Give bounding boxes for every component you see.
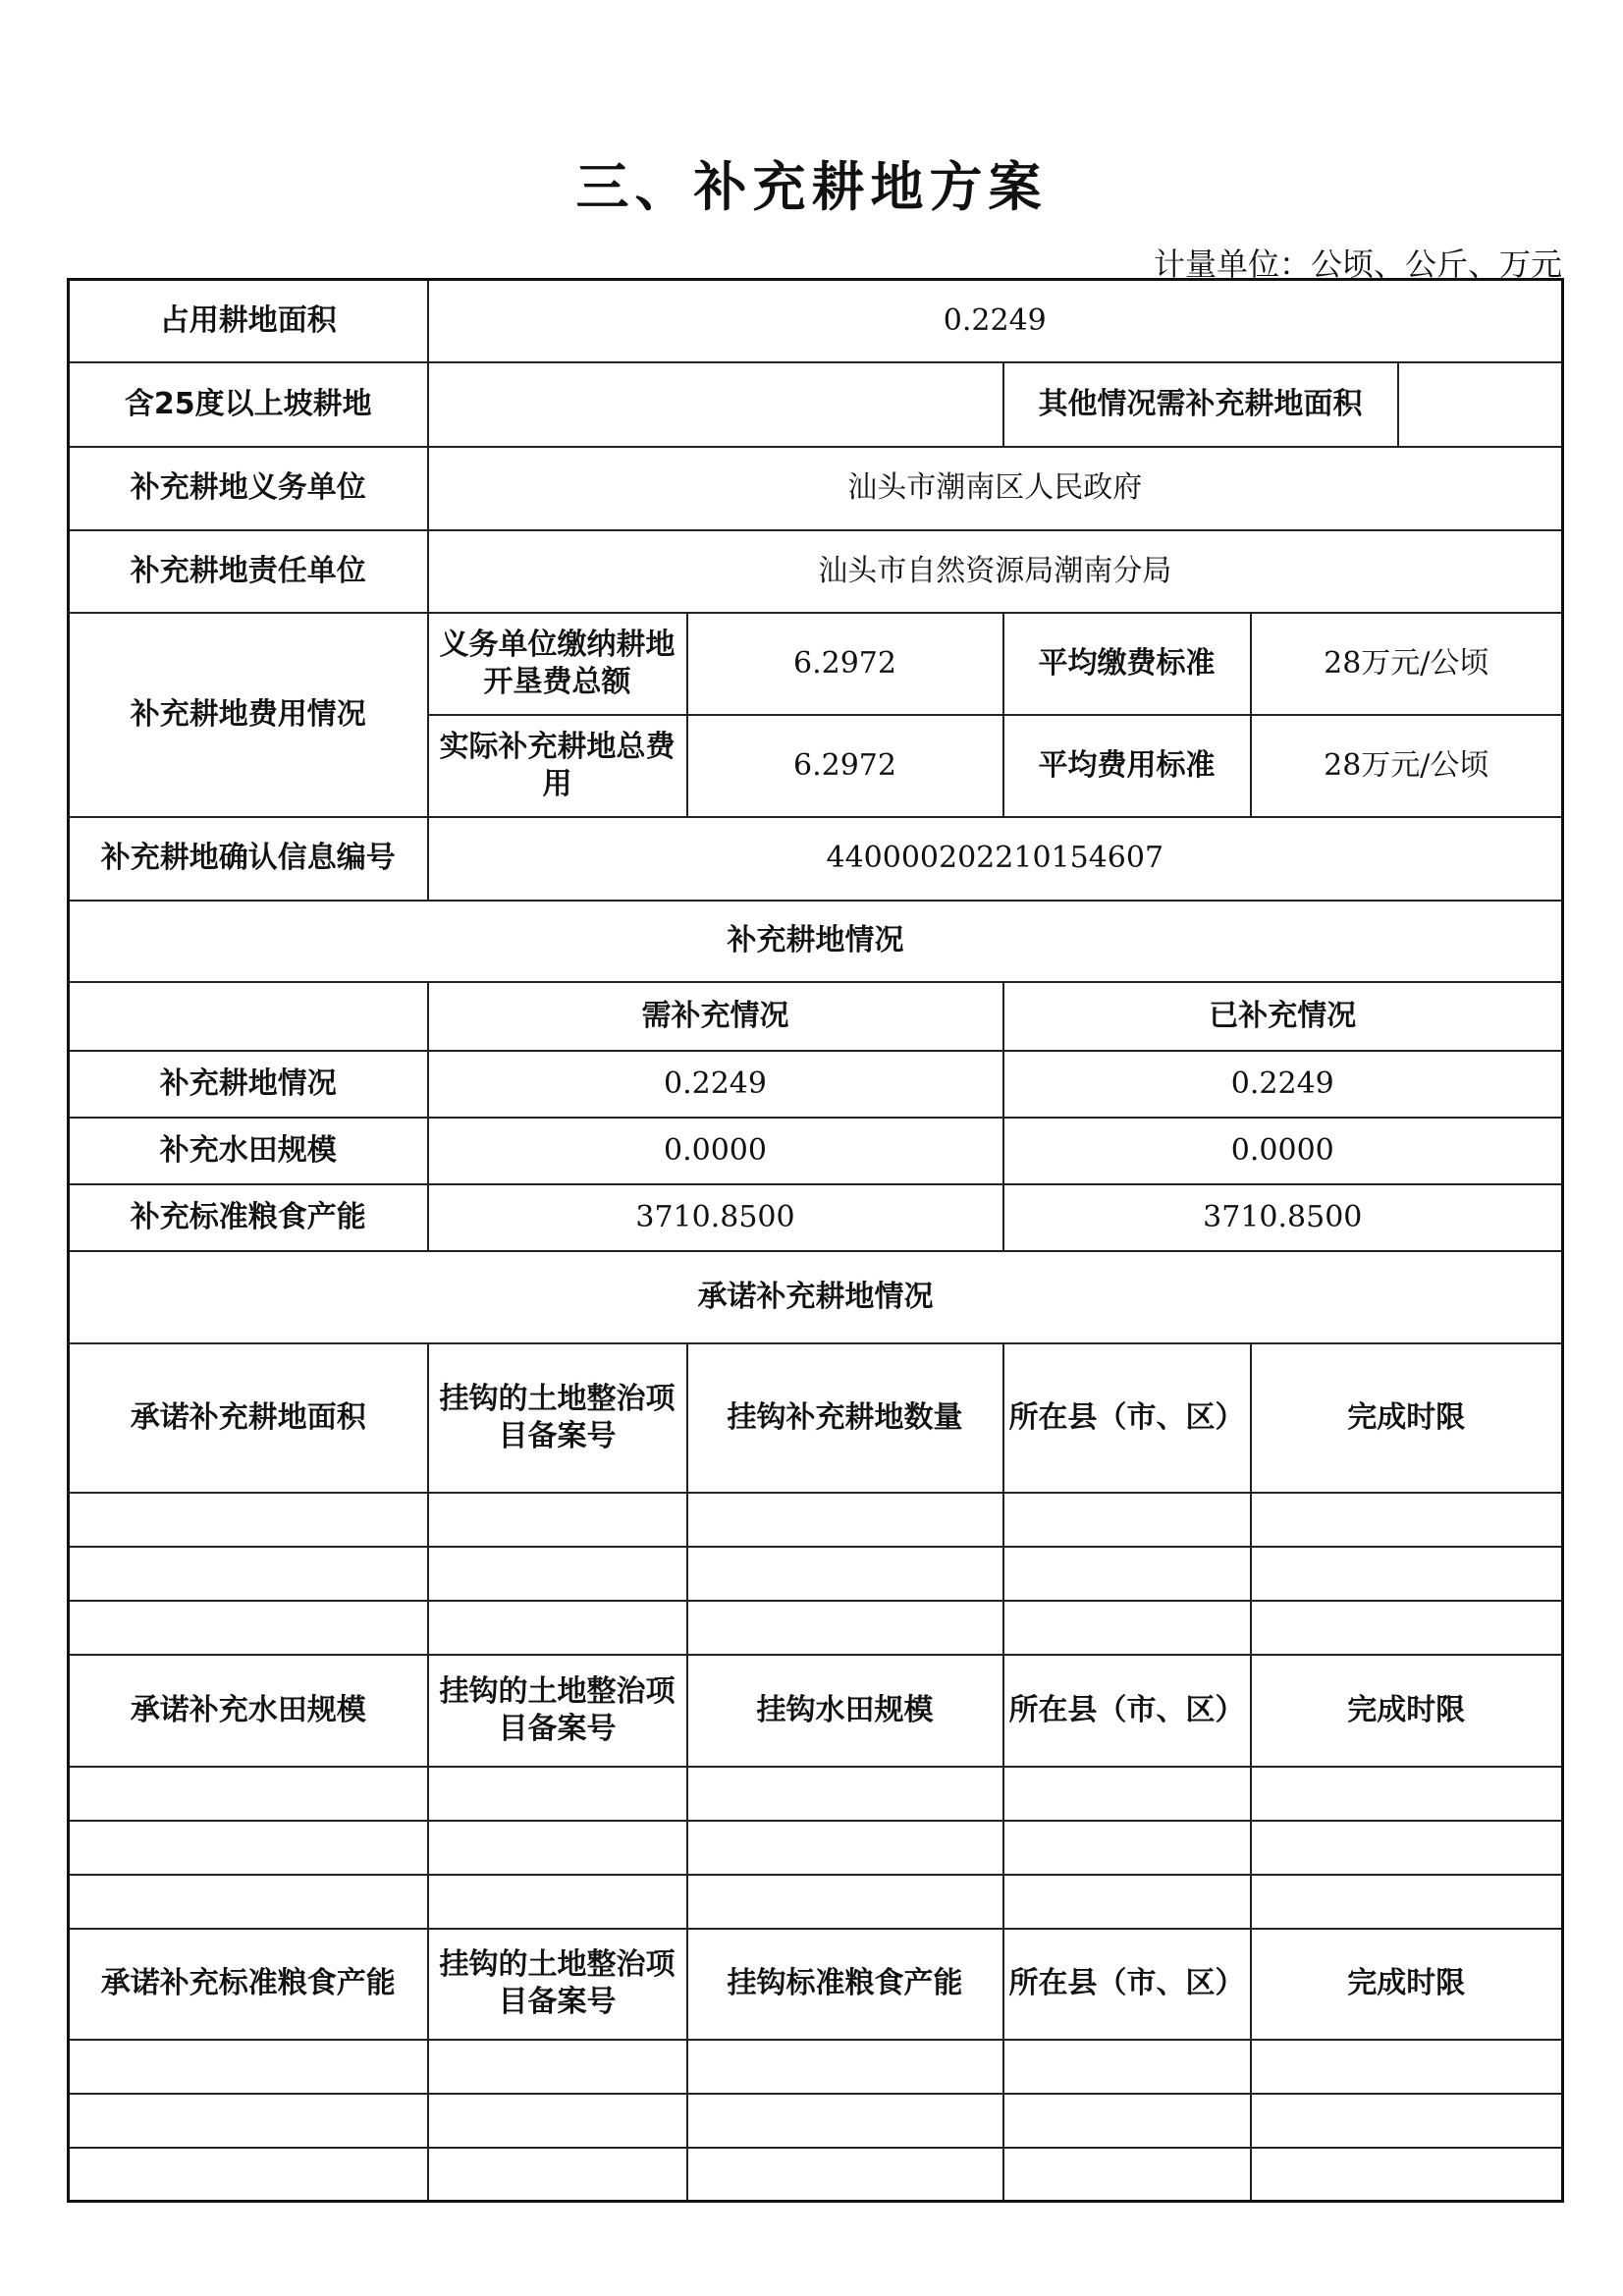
deadline-header: 完成时限 <box>1251 1929 1563 2040</box>
actual-cost-label: 实际补充耕地总费用 <box>428 715 687 817</box>
actual-cost-value: 6.2972 <box>687 715 1003 817</box>
slope-value <box>428 362 1003 447</box>
commitment-section-row <box>69 1251 1563 1343</box>
avg-cost-label: 平均费用标准 <box>1003 715 1251 817</box>
avg-fee-label: 平均缴费标准 <box>1003 613 1251 715</box>
linked-amount-header: 挂钩标准粮食产能 <box>687 1929 1003 2040</box>
supplement-section-row <box>69 901 1563 982</box>
slope-label: 含25度以上坡耕地 <box>69 362 428 447</box>
commitment-group-label: 承诺补充耕地面积 <box>69 1343 428 1493</box>
record-no-header: 挂钩的土地整治项目备案号 <box>428 1343 687 1493</box>
supplement-row-needed: 0.0000 <box>428 1118 1003 1184</box>
responsible-value: 汕头市自然资源局潮南分局 <box>428 530 1563 613</box>
cost-label: 补充耕地费用情况 <box>69 613 428 817</box>
commitment-section-title: 承诺补充耕地情况 <box>69 1251 1563 1343</box>
occupied-area-value: 0.2249 <box>428 280 1563 362</box>
confirm-no-label: 补充耕地确认信息编号 <box>69 817 428 901</box>
deadline-header: 完成时限 <box>1251 1343 1563 1493</box>
unit-note: 计量单位：公顷、公斤、万元 <box>1153 246 1562 283</box>
supplement-row <box>69 1051 1563 1118</box>
supplement-header-row <box>69 982 1563 1051</box>
slope-row <box>69 362 1563 447</box>
occupied-area-row <box>69 280 1563 362</box>
commitment-empty-row <box>69 1547 1563 1601</box>
deadline-header: 完成时限 <box>1251 1655 1563 1767</box>
confirm-no-row <box>69 817 1563 901</box>
commitment-empty-row <box>69 1601 1563 1655</box>
supplement-row-done: 0.0000 <box>1003 1118 1563 1184</box>
supplement-row <box>69 1118 1563 1184</box>
commitment-group-label: 承诺补充标准粮食产能 <box>69 1929 428 2040</box>
avg-cost-value: 28万元/公顷 <box>1251 715 1563 817</box>
supplement-row-label: 补充水田规模 <box>69 1118 428 1184</box>
commitment-header-row <box>69 1929 1563 2040</box>
commitment-group-label: 承诺补充水田规模 <box>69 1655 428 1767</box>
col-done-header: 已补充情况 <box>1003 982 1563 1051</box>
county-header: 所在县（市、区） <box>1003 1655 1251 1767</box>
cost-row-fee <box>69 613 1563 715</box>
commitment-header-row <box>69 1655 1563 1767</box>
commitment-empty-row <box>69 1875 1563 1929</box>
avg-fee-value: 28万元/公顷 <box>1251 613 1563 715</box>
commitment-empty-row <box>69 1493 1563 1547</box>
fee-paid-value: 6.2972 <box>687 613 1003 715</box>
supplement-row <box>69 1184 1563 1251</box>
commitment-empty-row <box>69 2148 1563 2202</box>
responsible-row <box>69 530 1563 613</box>
fee-paid-label: 义务单位缴纳耕地开垦费总额 <box>428 613 687 715</box>
supplement-header-blank <box>69 982 428 1051</box>
linked-amount-header: 挂钩补充耕地数量 <box>687 1343 1003 1493</box>
commitment-empty-row <box>69 1767 1563 1821</box>
supplement-row-needed: 0.2249 <box>428 1051 1003 1118</box>
commitment-header-row <box>69 1343 1563 1493</box>
record-no-header: 挂钩的土地整治项目备案号 <box>428 1655 687 1767</box>
record-no-header: 挂钩的土地整治项目备案号 <box>428 1929 687 2040</box>
supplement-row-label: 补充耕地情况 <box>69 1051 428 1118</box>
supplement-row-needed: 3710.8500 <box>428 1184 1003 1251</box>
supplement-section-title: 补充耕地情况 <box>69 901 1563 982</box>
responsible-label: 补充耕地责任单位 <box>69 530 428 613</box>
other-area-label: 其他情况需补充耕地面积 <box>1004 363 1399 446</box>
confirm-no-value: 440000202210154607 <box>428 817 1563 901</box>
supplement-row-done: 3710.8500 <box>1003 1184 1563 1251</box>
supplement-row-done: 0.2249 <box>1003 1051 1563 1118</box>
commitment-empty-row <box>69 2094 1563 2148</box>
county-header: 所在县（市、区） <box>1003 1343 1251 1493</box>
land-supplement-table <box>67 278 1564 2203</box>
col-needed-header: 需补充情况 <box>428 982 1003 1051</box>
other-area-cell <box>1003 362 1563 447</box>
supplement-row-label: 补充标准粮食产能 <box>69 1184 428 1251</box>
occupied-area-label: 占用耕地面积 <box>69 280 428 362</box>
page-title: 三、补充耕地方案 <box>575 156 1048 218</box>
other-area-value <box>1399 363 1562 446</box>
obligor-label: 补充耕地义务单位 <box>69 447 428 530</box>
commitment-empty-row <box>69 1821 1563 1875</box>
obligor-row <box>69 447 1563 530</box>
linked-amount-header: 挂钩水田规模 <box>687 1655 1003 1767</box>
county-header: 所在县（市、区） <box>1003 1929 1251 2040</box>
commitment-empty-row <box>69 2040 1563 2094</box>
obligor-value: 汕头市潮南区人民政府 <box>428 447 1563 530</box>
